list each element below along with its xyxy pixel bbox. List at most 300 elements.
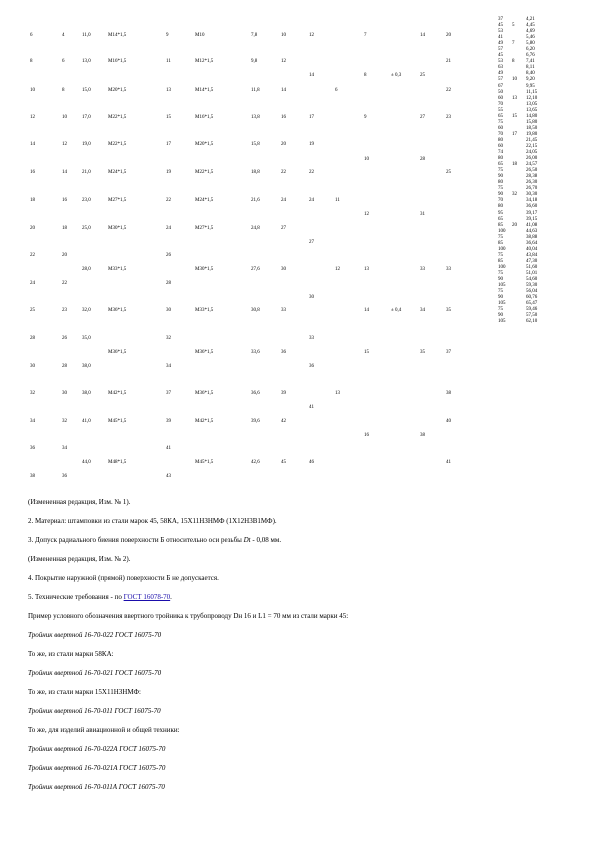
mass-value: 8,11 bbox=[526, 65, 535, 71]
table-cell: 14 bbox=[281, 88, 286, 93]
length-value: 60 bbox=[498, 143, 503, 149]
table-cell: ± 0,3 bbox=[391, 73, 402, 78]
table-cell: 15,0 bbox=[82, 88, 91, 93]
length-value: 60 bbox=[498, 125, 503, 131]
table-cell: 38,0 bbox=[82, 391, 91, 396]
table-cell: 32,0 bbox=[82, 308, 91, 313]
table-cell: 22 bbox=[62, 281, 67, 286]
table-cell: 39 bbox=[281, 391, 286, 396]
mass-value: 26,30 bbox=[526, 180, 538, 186]
table-cell: 6 bbox=[335, 88, 338, 93]
mass-value: 43,84 bbox=[526, 252, 538, 258]
table-cell: 35 bbox=[420, 350, 425, 355]
length-value: 70 bbox=[498, 101, 503, 107]
mass-value: 54,60 bbox=[526, 277, 538, 283]
table-cell: 30 bbox=[281, 267, 286, 272]
table-cell: 15,8 bbox=[251, 142, 260, 147]
table-cell: 23 bbox=[446, 115, 451, 120]
table-cell: 36,6 bbox=[251, 391, 260, 396]
table-cell: 10 bbox=[30, 88, 35, 93]
table-cell: 20 bbox=[30, 226, 35, 231]
table-cell: M22*1,5 bbox=[195, 170, 214, 175]
mass-value: 13,65 bbox=[526, 107, 538, 113]
length-value: 49 bbox=[498, 41, 503, 47]
table-cell: 27 bbox=[281, 226, 286, 231]
length-value: 85 bbox=[498, 222, 503, 228]
table-cell: 15 bbox=[364, 350, 369, 355]
note-steel-58ka: То же, из стали марки 58КА: bbox=[28, 650, 114, 658]
mass-value: 26,00 bbox=[526, 156, 538, 162]
table-cell: 36 bbox=[309, 364, 314, 369]
length-value: 75 bbox=[498, 289, 503, 295]
mass-value: 44,63 bbox=[526, 228, 538, 234]
length-value: 80 bbox=[498, 156, 503, 162]
length-value: 95 bbox=[498, 210, 503, 216]
length-value: 75 bbox=[498, 307, 503, 313]
length-value: 105 bbox=[498, 301, 506, 307]
note-technical-requirements: 5. Технические требования - по ГОСТ 16078-70. bbox=[28, 593, 172, 601]
table-cell: 11 bbox=[166, 59, 171, 64]
table-cell: 28 bbox=[166, 281, 171, 286]
mass-value: 39,17 bbox=[526, 210, 538, 216]
length-value: 85 bbox=[498, 240, 503, 246]
mass-value: 47,30 bbox=[526, 258, 538, 264]
gost-16078-70-link[interactable]: ГОСТ 16078-70 bbox=[123, 593, 171, 601]
mass-value: 59,46 bbox=[526, 307, 538, 313]
table-cell: 6 bbox=[62, 59, 65, 64]
table-cell: 30,8 bbox=[251, 308, 260, 313]
designation-5: Тройник ввертной 16-70-021А ГОСТ 16075-70 bbox=[28, 764, 166, 772]
length-value: 60 bbox=[498, 95, 503, 101]
table-cell: M14*1,5 bbox=[108, 33, 127, 38]
table-cell: 28 bbox=[62, 364, 67, 369]
table-cell: M45*1,5 bbox=[195, 460, 214, 465]
mass-value: 14,80 bbox=[526, 113, 538, 119]
table-cell: 36 bbox=[30, 446, 35, 451]
right-column-row bbox=[498, 319, 548, 325]
mass-value: 40,04 bbox=[526, 246, 538, 252]
table-cell: M22*1,5 bbox=[108, 142, 127, 147]
mass-value: 13,05 bbox=[526, 101, 538, 107]
table-cell: 8 bbox=[30, 59, 33, 64]
mass-value: 18,50 bbox=[526, 125, 538, 131]
length-value: 100 bbox=[498, 246, 506, 252]
length-value: 80 bbox=[498, 204, 503, 210]
table-cell: 30 bbox=[30, 364, 35, 369]
table-cell: M27*1,5 bbox=[195, 226, 214, 231]
table-cell: M33*1,5 bbox=[108, 267, 127, 272]
table-cell: M48*1,5 bbox=[108, 460, 127, 465]
table-cell: 24 bbox=[309, 198, 314, 203]
length-value: 75 bbox=[498, 168, 503, 174]
mass-value: 30,30 bbox=[526, 192, 538, 198]
mid-value: 8 bbox=[512, 59, 515, 65]
table-cell: 14 bbox=[420, 33, 425, 38]
table-cell: 42 bbox=[281, 419, 286, 424]
table-cell: 41 bbox=[309, 405, 314, 410]
table-cell: 17,0 bbox=[82, 115, 91, 120]
table-cell: M42*1,5 bbox=[108, 391, 127, 396]
length-value: 65 bbox=[498, 216, 503, 222]
table-cell: M36*1,5 bbox=[108, 308, 127, 313]
table-cell: 37 bbox=[166, 391, 171, 396]
table-cell: 17 bbox=[309, 115, 314, 120]
length-value: 90 bbox=[498, 192, 503, 198]
table-cell: 45 bbox=[281, 460, 286, 465]
length-value: 90 bbox=[498, 295, 503, 301]
table-cell: M36*1,5 bbox=[195, 391, 214, 396]
length-value: 45 bbox=[498, 23, 503, 29]
table-cell: 14 bbox=[309, 73, 314, 78]
note-amendment-2: (Измененная редакция, Изм. № 2). bbox=[28, 555, 131, 563]
length-value: 57 bbox=[498, 77, 503, 83]
mass-value: 57,50 bbox=[526, 313, 538, 319]
mass-value: 9,20 bbox=[526, 77, 535, 83]
mid-value: 7 bbox=[512, 41, 515, 47]
table-cell: 14 bbox=[62, 170, 67, 175]
table-cell: 16 bbox=[364, 433, 369, 438]
table-cell: 13 bbox=[166, 88, 171, 93]
table-cell: 30 bbox=[62, 391, 67, 396]
length-value: 37 bbox=[498, 17, 503, 22]
table-cell: 36 bbox=[281, 350, 286, 355]
mass-value: 6,20 bbox=[526, 47, 535, 53]
table-cell: M30*1,5 bbox=[195, 267, 214, 272]
length-value: 105 bbox=[498, 283, 506, 289]
table-cell: 41,0 bbox=[82, 419, 91, 424]
table-cell: 11 bbox=[335, 198, 340, 203]
table-cell: 25 bbox=[446, 170, 451, 175]
mid-value: 17 bbox=[512, 131, 517, 137]
table-cell: 13 bbox=[335, 391, 340, 396]
table-cell: 24 bbox=[30, 281, 35, 286]
mass-value: 39,15 bbox=[526, 216, 538, 222]
length-value: 75 bbox=[498, 186, 503, 192]
mid-value: 10 bbox=[512, 77, 517, 83]
mass-value: 26,70 bbox=[526, 186, 538, 192]
table-cell: 41 bbox=[166, 446, 171, 451]
length-value: 90 bbox=[498, 277, 503, 283]
table-cell: M10 bbox=[195, 33, 205, 38]
mass-value: 51,01 bbox=[526, 270, 538, 276]
length-value: 41 bbox=[498, 35, 503, 41]
table-cell: 8 bbox=[364, 73, 367, 78]
mass-value: 36,60 bbox=[526, 204, 538, 210]
table-cell: 41 bbox=[446, 460, 451, 465]
table-cell: 40 bbox=[446, 419, 451, 424]
mass-value: 22,15 bbox=[526, 143, 538, 149]
mass-value: 15,80 bbox=[526, 119, 538, 125]
table-cell: 26 bbox=[62, 336, 67, 341]
mass-value: 19,80 bbox=[526, 131, 538, 137]
table-cell: 9,8 bbox=[251, 59, 258, 64]
note-runout-tolerance: 3. Допуск радиального биения поверхности Б относительно оси резьбы Dt - 0,08 мм. bbox=[28, 536, 282, 544]
table-cell: M30*1,5 bbox=[108, 226, 127, 231]
length-value: 45 bbox=[498, 53, 503, 59]
table-cell: 39 bbox=[166, 419, 171, 424]
mass-value: 36,64 bbox=[526, 240, 538, 246]
length-value: 49 bbox=[498, 71, 503, 77]
table-cell: 14 bbox=[364, 308, 369, 313]
note-amendment-1: (Измененная редакция, Изм. № 1). bbox=[28, 498, 131, 506]
table-cell: 33 bbox=[309, 336, 314, 341]
table-cell: 24 bbox=[166, 226, 171, 231]
table-cell: 12 bbox=[335, 267, 340, 272]
table-cell: 46 bbox=[309, 460, 314, 465]
table-cell: 34 bbox=[62, 446, 67, 451]
table-cell: 26 bbox=[166, 253, 171, 258]
designation-3: Тройник ввертной 16-70-011 ГОСТ 16075-70 bbox=[28, 707, 161, 715]
table-cell: 20 bbox=[281, 142, 286, 147]
mass-value: 65,47 bbox=[526, 301, 538, 307]
table-cell: 33 bbox=[446, 267, 451, 272]
table-cell: M14*1,5 bbox=[195, 88, 214, 93]
mid-value: 20 bbox=[512, 222, 517, 228]
table-cell: 12 bbox=[62, 142, 67, 147]
length-value: 57 bbox=[498, 47, 503, 53]
table-cell: 32 bbox=[166, 336, 171, 341]
length-value: 80 bbox=[498, 180, 503, 186]
table-cell: 22 bbox=[309, 170, 314, 175]
table-cell: 16 bbox=[62, 198, 67, 203]
table-cell: 34 bbox=[166, 364, 171, 369]
table-cell: 32 bbox=[30, 391, 35, 396]
table-cell: M42*1,5 bbox=[195, 419, 214, 424]
table-cell: 15 bbox=[166, 115, 171, 120]
table-cell: 19 bbox=[166, 170, 171, 175]
designation-1: Тройник ввертной 16-70-022 ГОСТ 16075-70 bbox=[28, 631, 162, 639]
table-cell: 38 bbox=[30, 474, 35, 479]
table-cell: 43 bbox=[166, 474, 171, 479]
table-cell: 28 bbox=[30, 336, 35, 341]
length-value: 53 bbox=[498, 59, 503, 65]
table-cell: 16 bbox=[30, 170, 35, 175]
length-value: 75 bbox=[498, 270, 503, 276]
mass-value: 4,21 bbox=[526, 17, 535, 22]
mass-value: 4,45 bbox=[526, 23, 535, 29]
length-value: 75 bbox=[498, 119, 503, 125]
mass-value: 6,76 bbox=[526, 53, 535, 59]
table-cell: M20*1,5 bbox=[108, 88, 127, 93]
table-cell: 22 bbox=[30, 253, 35, 258]
length-value: 90 bbox=[498, 174, 503, 180]
mass-value: 38,88 bbox=[526, 234, 538, 240]
table-cell: 4 bbox=[62, 33, 65, 38]
note-material: 2. Материал: штамповки из стали марок 45, 58КА, 15Х11НЗНМФ (1Х12Н3В1МФ). bbox=[28, 517, 277, 525]
table-cell: M36*1,5 bbox=[108, 350, 127, 355]
table-cell: 22 bbox=[166, 198, 171, 203]
table-cell: 39,6 bbox=[251, 419, 260, 424]
table-cell: 19 bbox=[309, 142, 314, 147]
table-cell: 28 bbox=[420, 157, 425, 162]
length-value: 65 bbox=[498, 113, 503, 119]
length-value: 80 bbox=[498, 137, 503, 143]
mass-value: 11,15 bbox=[526, 89, 538, 95]
table-cell: 22 bbox=[281, 170, 286, 175]
length-value: 85 bbox=[498, 258, 503, 264]
table-cell: 21,6 bbox=[251, 198, 260, 203]
table-cell: 33 bbox=[281, 308, 286, 313]
table-cell: 14 bbox=[30, 142, 35, 147]
table-cell: 11,8 bbox=[251, 88, 260, 93]
mass-value: 28,38 bbox=[526, 174, 538, 180]
table-cell: 22 bbox=[446, 88, 451, 93]
table-cell: 25,0 bbox=[82, 226, 91, 231]
table-cell: 38 bbox=[446, 391, 451, 396]
mass-value: 9,95 bbox=[526, 83, 535, 89]
length-value: 70 bbox=[498, 198, 503, 204]
table-cell: M12*1,5 bbox=[195, 59, 214, 64]
designation-2: Тройник ввертной 16-70-021 ГОСТ 16075-70 bbox=[28, 669, 162, 677]
table-cell: 18 bbox=[30, 198, 35, 203]
mass-value: 60,76 bbox=[526, 295, 538, 301]
table-cell: 10 bbox=[62, 115, 67, 120]
length-value: 50 bbox=[498, 89, 503, 95]
table-cell: 25 bbox=[30, 308, 35, 313]
table-cell: M45*1,5 bbox=[108, 419, 127, 424]
table-cell: 20 bbox=[446, 33, 451, 38]
mass-value: 5,80 bbox=[526, 41, 535, 47]
length-value: 53 bbox=[498, 29, 503, 35]
table-cell: M20*1,5 bbox=[195, 142, 214, 147]
table-cell: ± 0,4 bbox=[391, 308, 402, 313]
length-value: 67 bbox=[498, 83, 503, 89]
table-cell: 11,0 bbox=[82, 33, 91, 38]
mass-value: 5,46 bbox=[526, 35, 535, 41]
table-cell: 27 bbox=[420, 115, 425, 120]
table-cell: 33,6 bbox=[251, 350, 260, 355]
table-cell: 19,0 bbox=[82, 142, 91, 147]
length-value: 63 bbox=[498, 65, 503, 71]
mass-value: 41,08 bbox=[526, 222, 538, 228]
table-cell: M22*1,5 bbox=[108, 115, 127, 120]
table-cell: 38 bbox=[420, 433, 425, 438]
table-cell: 17 bbox=[166, 142, 171, 147]
length-value: 90 bbox=[498, 313, 503, 319]
table-cell: 8 bbox=[62, 88, 65, 93]
designation-6: Тройник ввертной 16-70-011А ГОСТ 16075-70 bbox=[28, 783, 165, 791]
length-value: 105 bbox=[498, 319, 506, 325]
length-value: 75 bbox=[498, 252, 503, 258]
table-cell: 18 bbox=[62, 226, 67, 231]
length-value: 75 bbox=[498, 234, 503, 240]
length-value: 65 bbox=[498, 162, 503, 168]
mass-value: 21,45 bbox=[526, 137, 538, 143]
mass-value: 51,60 bbox=[526, 264, 538, 270]
note-aviation: То же, для изделий авиационной и общей техники: bbox=[28, 726, 180, 734]
mass-value: 26,50 bbox=[526, 168, 538, 174]
mass-value: 24,57 bbox=[526, 162, 538, 168]
table-cell: 9 bbox=[364, 115, 367, 120]
table-cell: 30 bbox=[166, 308, 171, 313]
note-steel-15x11: То же, из стали марки 15Х11НЗНМФ: bbox=[28, 688, 141, 696]
table-cell: 12 bbox=[281, 59, 286, 64]
table-cell: M24*1,5 bbox=[108, 170, 127, 175]
table-cell: 28,0 bbox=[82, 267, 91, 272]
table-cell: 35 bbox=[446, 308, 451, 313]
mass-value: 56,04 bbox=[526, 289, 538, 295]
table-cell: 16 bbox=[281, 115, 286, 120]
table-cell: 33 bbox=[420, 267, 425, 272]
table-cell: 20 bbox=[62, 253, 67, 258]
mass-value: 12,10 bbox=[526, 95, 538, 101]
table-cell: 36 bbox=[62, 474, 67, 479]
designation-4: Тройник ввертной 16-70-022А ГОСТ 16075-70 bbox=[28, 745, 166, 753]
note-coating: 4. Покрытие наружной (прямой) поверхности Б не допускается. bbox=[28, 574, 219, 582]
table-cell: 6 bbox=[30, 33, 33, 38]
mid-value: 18 bbox=[512, 162, 517, 168]
table-cell: M36*1,5 bbox=[195, 350, 214, 355]
length-value: 70 bbox=[498, 131, 503, 137]
table-cell: 23,0 bbox=[82, 198, 91, 203]
table-cell: 25 bbox=[420, 73, 425, 78]
table-cell: 13,8 bbox=[251, 115, 260, 120]
table-cell: 42,6 bbox=[251, 460, 260, 465]
table-cell: 27 bbox=[309, 240, 314, 245]
table-cell: 34 bbox=[30, 419, 35, 424]
table-cell: 13,0 bbox=[82, 59, 91, 64]
mid-value: 15 bbox=[512, 113, 517, 119]
mass-value: 8,40 bbox=[526, 71, 535, 77]
mass-value: 59,30 bbox=[526, 283, 538, 289]
table-cell: M16*1,5 bbox=[195, 115, 214, 120]
table-cell: M33*1,5 bbox=[195, 308, 214, 313]
table-cell: 24,8 bbox=[251, 226, 260, 231]
table-cell: M16*1,5 bbox=[108, 59, 127, 64]
table-cell: 10 bbox=[281, 33, 286, 38]
length-value: 100 bbox=[498, 228, 506, 234]
table-cell: 12 bbox=[309, 33, 314, 38]
table-cell: 12 bbox=[30, 115, 35, 120]
table-cell: M24*1,5 bbox=[195, 198, 214, 203]
table-cell: 34 bbox=[420, 308, 425, 313]
table-cell: M27*1,5 bbox=[108, 198, 127, 203]
table-cell: 24 bbox=[281, 198, 286, 203]
mass-value: 24,05 bbox=[526, 150, 538, 156]
note-designation-example: Пример условного обозначения ввертного тройника к трубопроводу Dн 16 и L1 = 70 мм из стали марки 45: bbox=[28, 612, 349, 620]
dimension-table-right-column bbox=[498, 17, 548, 325]
mid-value: 13 bbox=[512, 95, 517, 101]
table-cell: 12 bbox=[364, 212, 369, 217]
table-cell: 44,0 bbox=[82, 460, 91, 465]
table-cell: 37 bbox=[446, 350, 451, 355]
mass-value: 62,10 bbox=[526, 319, 538, 325]
table-cell: 38,0 bbox=[82, 364, 91, 369]
table-cell: 18,8 bbox=[251, 170, 260, 175]
table-cell: 21 bbox=[446, 59, 451, 64]
table-cell: 9 bbox=[166, 33, 169, 38]
table-cell: 27,6 bbox=[251, 267, 260, 272]
table-cell: 7 bbox=[364, 33, 367, 38]
length-value: 55 bbox=[498, 107, 503, 113]
table-cell: 23 bbox=[62, 308, 67, 313]
table-cell: 13 bbox=[364, 267, 369, 272]
length-value: 100 bbox=[498, 264, 506, 270]
length-value: 74 bbox=[498, 150, 503, 156]
table-cell: 35,0 bbox=[82, 336, 91, 341]
mid-value: 5 bbox=[512, 23, 515, 29]
table-cell: 10 bbox=[364, 157, 369, 162]
mass-value: 34,18 bbox=[526, 198, 538, 204]
mass-value: 7,41 bbox=[526, 59, 535, 65]
mid-value: 32 bbox=[512, 192, 517, 198]
table-cell: 31 bbox=[420, 212, 425, 217]
table-cell: 30 bbox=[309, 295, 314, 300]
mass-value: 4,69 bbox=[526, 29, 535, 35]
table-cell: 7,8 bbox=[251, 33, 258, 38]
table-cell: 21,0 bbox=[82, 170, 91, 175]
table-cell: 32 bbox=[62, 419, 67, 424]
